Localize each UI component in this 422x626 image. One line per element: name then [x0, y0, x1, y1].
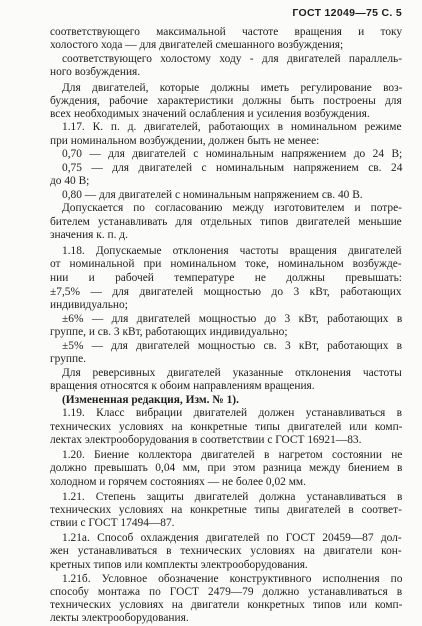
text-line: технических условиях на двигатели конкретных типов или комп-	[50, 599, 403, 611]
text-line: от номинальной при номинальном токе, номинальном возбужде-	[50, 258, 402, 270]
text-line: бителем устанавливать для отдельных типов двигателей меньшие	[50, 216, 402, 228]
text-line: лекты электрооборудования.	[50, 612, 189, 624]
text-line: технических условиях на конкретные типы двигателей или комп-	[50, 421, 403, 433]
text-line: при номинальном возбуждении, должен быть не менее:	[50, 135, 320, 147]
text-line: группе.	[50, 353, 87, 365]
text-line: 0,75 — для двигателей с номинальным напряжением св. 24	[62, 162, 403, 174]
text-line: ±7,5% — для двигателей мощностью до 3 кВт, работающих	[50, 286, 402, 298]
text-line: ного возбуждения.	[50, 66, 141, 78]
text-line: 1.21б. Условное обозначение конструктивного исполнения по	[62, 573, 403, 585]
text-line: ±6% — для двигателей мощностью до 3 кВт, работающих в	[62, 313, 403, 325]
text-line: должно превышать 0,04 мм, при этом разница между биением в	[50, 462, 403, 474]
text-line: 1.17. К. п. д. двигателей, работающих в номинальном режиме	[62, 121, 402, 133]
text-line: кретных типов или комплекты электрооборудования.	[50, 559, 308, 571]
text-line: 0,80 — для двигателей с номинальным напряжением св. 40 В.	[62, 189, 363, 201]
text-line: вращения относятся к обоим направлениям вращения.	[50, 380, 315, 392]
text-line: значения к. п. д.	[50, 229, 128, 241]
text-line: Для двигателей, которые должны иметь регулирование воз-	[62, 82, 403, 94]
text-line: 0,70 — для двигателей с номинальным напряжением до 24 В;	[62, 148, 403, 160]
text-line: холостого хода — для двигателей смешанного возбуждения;	[50, 39, 344, 51]
text-line: Для реверсивных двигателей указанные отклонения частоты	[62, 367, 402, 379]
text-line: нии и рабочей температуре не должны превышать:	[50, 272, 402, 284]
text-line: ±5% — для двигателей мощностью св. 3 кВт, работающих в	[62, 340, 402, 352]
text-line: 1.21а. Способ охлаждения двигателей по ГОСТ 20459—87 дол-	[62, 532, 402, 544]
text-line: 1.20. Биение коллектора двигателей в нагретом состоянии не	[62, 449, 403, 461]
text-line: буждения, рабочие характеристики должны быть построены для	[50, 95, 402, 107]
text-line: соответствующего максимальной частоте вращения и току	[50, 26, 403, 38]
page-header: ГОСТ 12049—75 С. 5	[292, 7, 402, 19]
text-line: 1.19. Класс вибрации двигателей должен устанавливаться в	[62, 407, 403, 419]
text-line: жен устанавливаться в технических условиях на двигатели кон-	[50, 545, 402, 557]
text-line: ствии с ГОСТ 17494—87.	[50, 517, 175, 529]
text-line: (Измененная редакция, Изм. № 1).	[62, 394, 239, 406]
text-line: способу монтажа по ГОСТ 2479—79 должно устанавливаться в	[50, 586, 403, 598]
text-line: 1.21. Степень защиты двигателей должна устанавливаться в	[62, 491, 403, 503]
text-line: всех необходимых значений ослабления и усиления возбуждения.	[50, 108, 370, 120]
text-line: индивидуально;	[50, 299, 128, 311]
text-line: группе, и св. 3 кВт, работающих индивидуально;	[50, 326, 288, 338]
text-line: соответствующего холостому ходу - для двигателей параллель-	[62, 53, 403, 65]
text-line: 1.18. Допускаемые отклонения частоты вращения двигателей	[62, 245, 402, 257]
text-line: холодном и горячем состояниях — не более 0,02 мм.	[50, 476, 306, 488]
text-line: Допускается по согласованию между изготовителем и потре-	[62, 202, 402, 214]
text-line: технических условиях на конкретные типы двигателей в соответ-	[50, 504, 402, 516]
text-line: до 40 В;	[50, 175, 90, 187]
text-line: лектах электрооборудования в соответствии с ГОСТ 16921—83.	[50, 434, 362, 446]
